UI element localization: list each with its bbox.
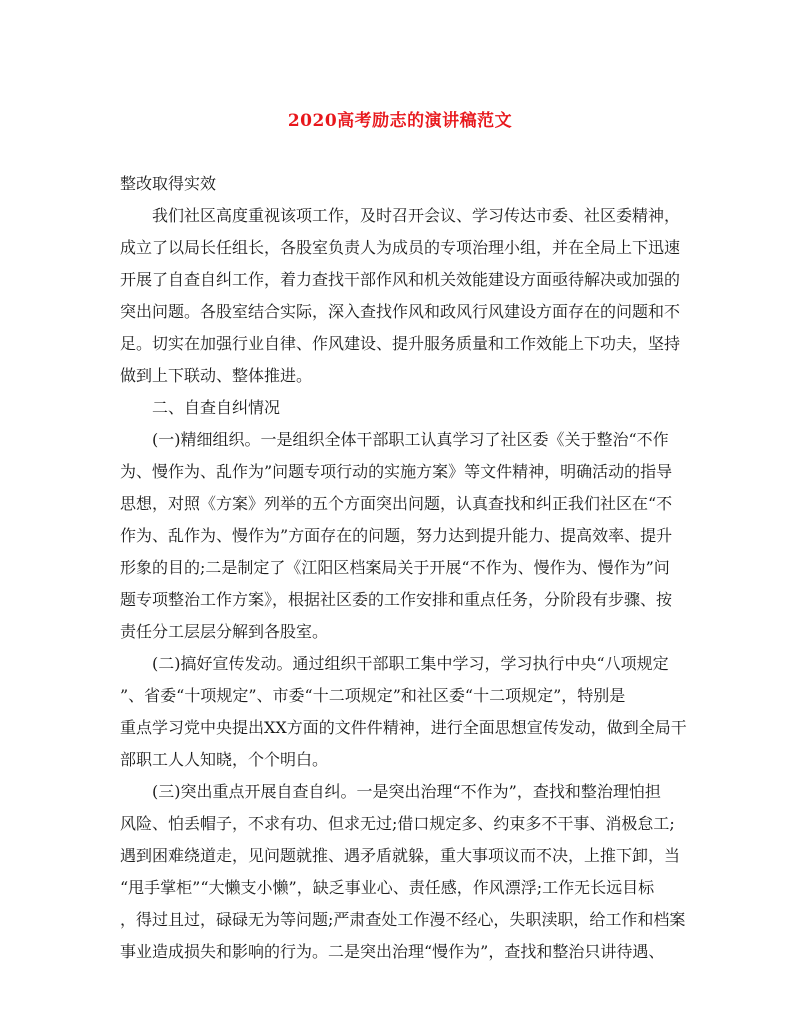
text-line: 部职工人人知晓，个个明白。	[120, 750, 329, 769]
text-line: 足。切实在加强行业自律、作风建设、提升服务质量和工作效能上下功夫，坚持	[120, 334, 681, 353]
text-line: 作为、乱作为、慢作为”方面存在的问题，努力达到提升能力、提高效率、提升	[120, 526, 673, 545]
text-line: 遇到困难绕道走，见问题就推、遇矛盾就躲，重大事项议而不决，上推下卸，当	[120, 846, 681, 865]
section-heading: 二、自查自纠情况	[152, 398, 281, 417]
text-line: ，得过且过，碌碌无为等问题;严肃查处工作漫不经心，失职渎职，给工作和档案	[120, 910, 686, 929]
text-line: ”、省委“十项规定”、市委“十二项规定”和社区委“十二项规定”，特别是	[120, 686, 626, 705]
text-line: 形象的目的;二是制定了《江阳区档案局关于开展“不作为、慢作为、慢作为”问	[120, 558, 670, 577]
text-line: 重点学习党中央提出XX方面的文件件精神，进行全面思想宣传发动，做到全局干	[120, 718, 687, 737]
text-line: 题专项整治工作方案》，根据社区委的工作安排和重点任务，分阶段有步骤、按	[120, 590, 673, 609]
text-line: 责任分工层层分解到各股室。	[120, 622, 329, 641]
text-line: 成立了以局长任组长，各股室负责人为成员的专项治理小组，并在全局上下迅速	[120, 238, 681, 257]
text-line: 整改取得实效	[120, 174, 217, 193]
text-line: (一)精细组织。一是组织全体干部职工认真学习了社区委《关于整治“不作	[152, 430, 669, 449]
text-line: 突出问题。各股室结合实际，深入查找作风和政风行风建设方面存在的问题和不	[120, 302, 681, 321]
text-line: (二)搞好宣传发动。通过组织干部职工集中学习，学习执行中央“八项规定	[152, 654, 669, 673]
text-line: “甩手掌柜”“大懒支小懒”，缺乏事业心、责任感，作风漂浮;工作无长远目标	[120, 878, 655, 897]
text-line: 开展了自查自纠工作，着力查找干部作风和机关效能建设方面亟待解决或加强的	[120, 270, 681, 289]
text-line: 我们社区高度重视该项工作，及时召开会议、学习传达市委、社区委精神，	[152, 206, 681, 225]
text-line: 思想，对照《方案》列举的五个方面突出问题，认真查找和纠正我们社区在“不	[120, 494, 673, 513]
text-line: 风险、怕丢帽子，不求有功、但求无过;借口规定多、约束多不干事、消极怠工;	[120, 814, 675, 833]
text-line: (三)突出重点开展自查自纠。一是突出治理“不作为”，查找和整治理怕担	[152, 782, 661, 801]
text-line: 做到上下联动、整体推进。	[120, 366, 313, 385]
document-title: 2020高考励志的演讲稿范文	[287, 111, 513, 131]
text-line: 为、慢作为、乱作为”问题专项行动的实施方案》等文件精神，明确活动的指导	[120, 462, 673, 481]
document-body	[120, 168, 687, 968]
text-line: 事业造成损失和影响的行为。二是突出治理“慢作为”，查找和整治只讲待遇、	[120, 942, 665, 961]
